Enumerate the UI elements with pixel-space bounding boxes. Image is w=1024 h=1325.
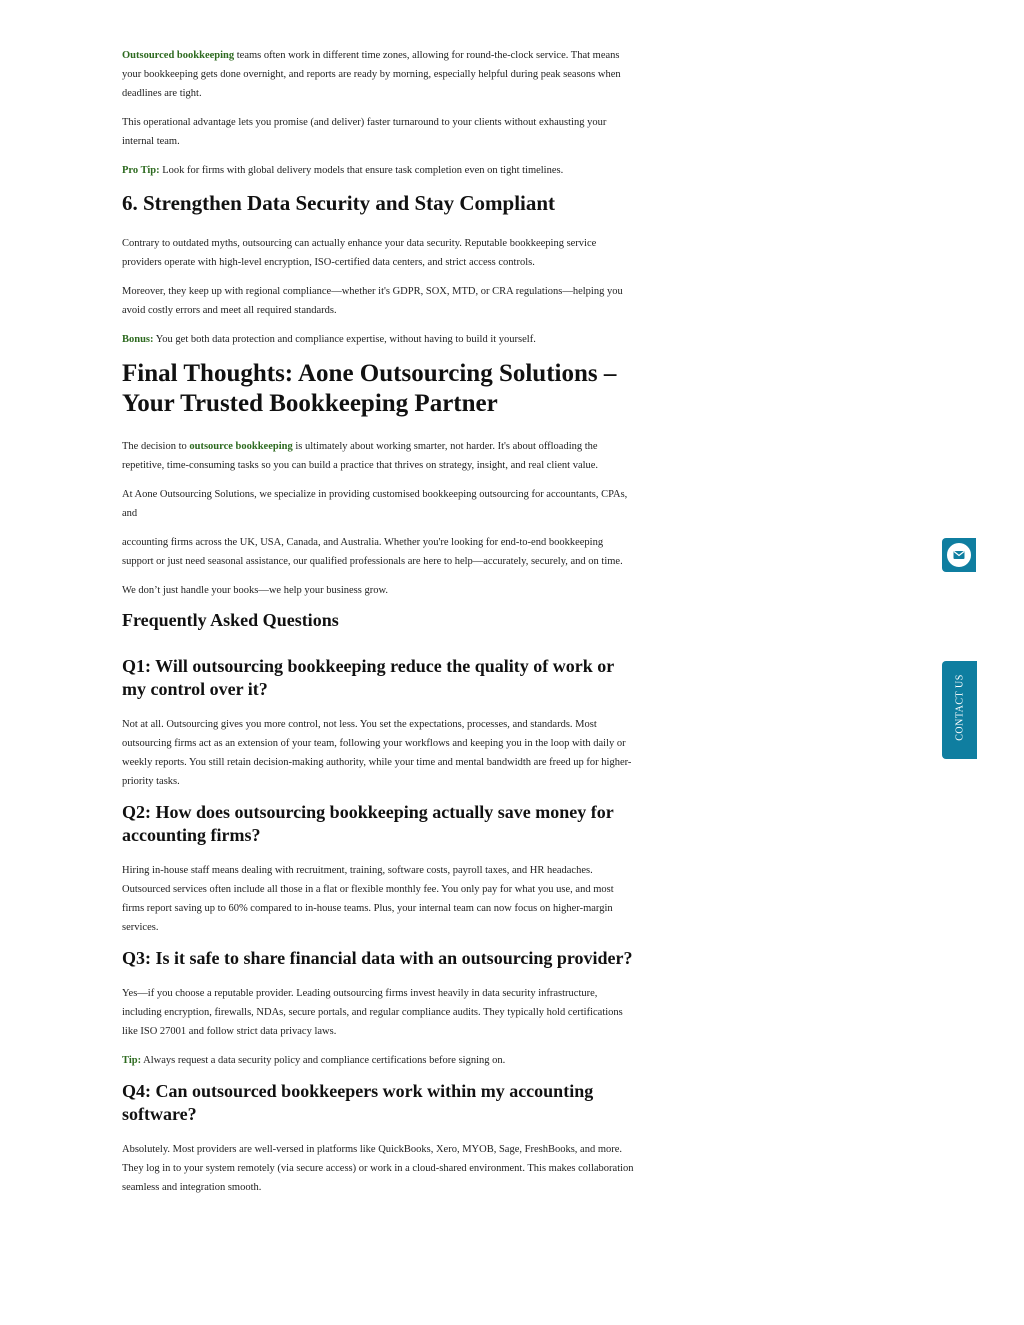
bonus-label: Bonus: (122, 334, 154, 345)
paragraph: We don’t just handle your books—we help your business grow. (122, 585, 388, 596)
paragraph (122, 46, 634, 103)
tip-note (122, 1051, 634, 1070)
tip-text: Always request a data security policy and compliance certifications before signing on. (141, 1055, 506, 1066)
faq-question: Q2: How does outsourcing bookkeeping actually save money for accounting firms? (122, 802, 614, 845)
contact-us-label: CONTACT US (954, 674, 966, 741)
article-content (122, 46, 634, 1207)
pro-tip (122, 161, 634, 180)
faq-answer: Hiring in-house staff means dealing with recruitment, training, software costs, payroll taxes, and HR headaches. Outsourced services often include all those in a flat or flexible monthly fee. You only pay for what you use, and most firms report saving up to 60% compared to in-house teams. Plus, your internal team can now focus on higher-margin services. (122, 865, 614, 933)
section-heading: 6. Strengthen Data Security and Stay Compliant (122, 191, 556, 215)
paragraph: Contrary to outdated myths, outsourcing can actually enhance your data security. Reputable bookkeeping service providers operate with high-level encryption, ISO-certified data centers, and strict access controls. (122, 238, 597, 268)
paragraph: accounting firms across the UK, USA, Canada, and Australia. Whether you're looking for end-to-end bookkeeping support or just need seasonal assistance, our qualified professionals are here to help—accurately, securely, and on time. (122, 537, 623, 567)
faq-answer: Yes—if you choose a reputable provider. Leading outsourcing firms invest heavily in data security infrastructure, including encryption, firewalls, NDAs, secure portals, and regular compliance audits. They typically hold certifications like ISO 27001 and follow strict data privacy laws. (122, 988, 623, 1037)
pro-tip-label: Pro Tip: (122, 165, 160, 176)
paragraph: Moreover, they keep up with regional compliance—whether it's GDPR, SOX, MTD, or CRA regulations—helping you avoid costly errors and meet all required standards. (122, 286, 623, 316)
pro-tip-text: Look for firms with global delivery models that ensure task completion even on tight timelines. (159, 165, 564, 176)
bonus-text: You get both data protection and compliance expertise, without having to build it yourself. (153, 334, 536, 345)
paragraph: This operational advantage lets you promise (and deliver) faster turnaround to your clients without exhausting your internal team. (122, 117, 607, 147)
contact-us-tab[interactable] (942, 661, 977, 759)
faq-heading: Frequently Asked Questions (122, 610, 339, 630)
tip-label: Tip: (122, 1055, 142, 1066)
final-thoughts-heading: Final Thoughts: Aone Outsourcing Solutions – Your Trusted Bookkeeping Partner (122, 360, 617, 417)
faq-question: Q3: Is it safe to share financial data with an outsourcing provider? (122, 948, 633, 968)
paragraph-text: The decision to (122, 441, 190, 452)
paragraph (122, 437, 634, 475)
paragraph-text: teams often work in different time zones, allowing for round-the-clock service. That means your bookkeeping gets done overnight, and reports are ready by morning, especially helpful during peak seasons when deadlines are tight. (122, 50, 621, 99)
envelope-icon (945, 541, 973, 569)
faq-answer: Not at all. Outsourcing gives you more control, not less. You set the expectations, processes, and standards. Most outsourcing firms act as an extension of your team, following your workflows and keeping you in the loop with daily or weekly reports. You still retain decision-making authority, while your time and mental bandwidth are freed up for higher-priority tasks. (122, 719, 632, 787)
paragraph-text: is ultimately about working smarter, not harder. It's about offloading the repetitive, time-consuming tasks so you can build a practice that thrives on strategy, insight, and real client value. (122, 441, 599, 471)
faq-answer: Absolutely. Most providers are well-versed in platforms like QuickBooks, Xero, MYOB, Sage, FreshBooks, and more. They log in to your system remotely (via secure access) or work in a cloud-shared environment. This makes collaboration seamless and integration smooth. (122, 1144, 634, 1193)
faq-question: Q4: Can outsourced bookkeepers work within my accounting software? (122, 1081, 594, 1124)
outsourced-bookkeeping-link[interactable]: Outsourced bookkeeping (122, 50, 235, 61)
email-widget-button[interactable] (942, 538, 976, 572)
bonus-note (122, 330, 634, 349)
paragraph: At Aone Outsourcing Solutions, we specialize in providing customised bookkeeping outsourcing for accountants, CPAs, and (122, 489, 628, 519)
outsource-bookkeeping-link[interactable]: outsource bookkeeping (189, 441, 293, 452)
faq-question: Q1: Will outsourcing bookkeeping reduce the quality of work or my control over it? (122, 656, 614, 699)
